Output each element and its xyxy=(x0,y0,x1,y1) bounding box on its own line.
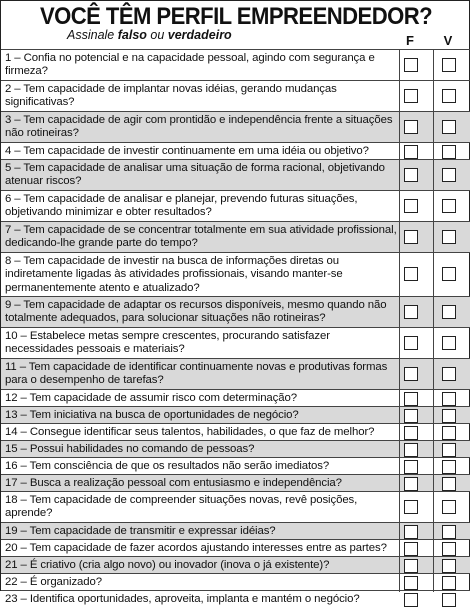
checkbox-falso[interactable] xyxy=(404,145,418,159)
checkbox-verdadeiro[interactable] xyxy=(442,460,456,474)
instructions-verdadeiro: verdadeiro xyxy=(167,28,232,42)
column-divider xyxy=(433,49,434,592)
checkbox-falso[interactable] xyxy=(404,392,418,406)
checkbox-falso[interactable] xyxy=(404,426,418,440)
checkbox-verdadeiro[interactable] xyxy=(442,576,456,590)
question-text: 21 – É criativo (cria algo novo) ou inovador (inova o já existente)? xyxy=(5,558,330,571)
question-row xyxy=(1,590,470,607)
checkbox-falso[interactable] xyxy=(404,336,418,350)
checkbox-verdadeiro[interactable] xyxy=(442,477,456,491)
checkbox-verdadeiro[interactable] xyxy=(442,525,456,539)
checkbox-verdadeiro[interactable] xyxy=(442,230,456,244)
checkbox-falso[interactable] xyxy=(404,525,418,539)
checkbox-verdadeiro[interactable] xyxy=(442,58,456,72)
checkbox-verdadeiro[interactable] xyxy=(442,443,456,457)
checkbox-falso[interactable] xyxy=(404,199,418,213)
checkbox-falso[interactable] xyxy=(404,168,418,182)
question-text: 19 – Tem capacidade de transmitir e expressar idéias? xyxy=(5,524,276,537)
checkbox-verdadeiro[interactable] xyxy=(442,120,456,134)
quiz-header xyxy=(1,1,470,49)
checkbox-verdadeiro[interactable] xyxy=(442,500,456,514)
checkbox-falso[interactable] xyxy=(404,58,418,72)
instructions xyxy=(67,27,232,43)
checkbox-falso[interactable] xyxy=(404,500,418,514)
instructions-falso: falso xyxy=(117,28,147,42)
checkbox-verdadeiro[interactable] xyxy=(442,542,456,556)
checkbox-falso[interactable] xyxy=(404,559,418,573)
question-text: 11 – Tem capacidade de identificar continuamente novas e produtivas formas para o desempenho de tarefas? xyxy=(5,361,388,387)
checkbox-verdadeiro[interactable] xyxy=(442,367,456,381)
question-text: 10 – Estabelece metas sempre crescentes, procurando satisfazer necessidades pessoais e materiais? xyxy=(5,330,330,356)
checkbox-verdadeiro[interactable] xyxy=(442,199,456,213)
checkbox-verdadeiro[interactable] xyxy=(442,305,456,319)
checkbox-falso[interactable] xyxy=(404,443,418,457)
column-header-f: F xyxy=(406,33,414,48)
question-text: 15 – Possui habilidades no comando de pessoas? xyxy=(5,442,255,455)
column-header-v: V xyxy=(443,33,453,48)
checkbox-verdadeiro[interactable] xyxy=(442,89,456,103)
checkbox-verdadeiro[interactable] xyxy=(442,426,456,440)
question-text: 3 – Tem capacidade de agir com prontidão e independência frente a situações não rotineiras? xyxy=(5,114,393,140)
checkbox-verdadeiro[interactable] xyxy=(442,593,456,607)
checkbox-verdadeiro[interactable] xyxy=(442,559,456,573)
question-text: 9 – Tem capacidade de adaptar os recursos disponíveis, mesmo quando não totalmente adequados, para solucionar situações não rotineiras? xyxy=(5,299,387,325)
instructions-middle: ou xyxy=(146,28,168,42)
checkbox-verdadeiro[interactable] xyxy=(442,392,456,406)
checkbox-falso[interactable] xyxy=(404,593,418,607)
checkbox-falso[interactable] xyxy=(404,576,418,590)
question-text: 8 – Tem capacidade de investir na busca de informações diretas ou indiretamente ligadas às atividades profissionais, visando manter-se permanentemente atento e atualizado? xyxy=(5,255,343,294)
checkbox-verdadeiro[interactable] xyxy=(442,267,456,281)
checkbox-falso[interactable] xyxy=(404,542,418,556)
page-title: VOCÊ TÊM PERFIL EMPREENDEDOR? xyxy=(39,3,433,30)
question-text: 7 – Tem capacidade de se concentrar totalmente em sua atividade profissional, dedicando-lhe grande parte do tempo? xyxy=(5,224,397,250)
question-text: 6 – Tem capacidade de analisar e planejar, prevendo futuras situações, objetivando minimizar e obter resultados? xyxy=(5,193,358,219)
question-text: 17 – Busca a realização pessoal com entusiasmo e independência? xyxy=(5,476,342,489)
checkbox-falso[interactable] xyxy=(404,409,418,423)
checkbox-falso[interactable] xyxy=(404,460,418,474)
question-text: 13 – Tem iniciativa na busca de oportunidades de negócio? xyxy=(5,408,299,421)
question-text: 2 – Tem capacidade de implantar novas idéias, gerando mudanças significativas? xyxy=(5,83,337,109)
question-text: 20 – Tem capacidade de fazer acordos ajustando interesses entre as partes? xyxy=(5,541,387,554)
checkbox-verdadeiro[interactable] xyxy=(442,336,456,350)
column-divider xyxy=(399,49,400,592)
checkbox-verdadeiro[interactable] xyxy=(442,168,456,182)
question-text: 1 – Confia no potencial e na capacidade pessoal, agindo com segurança e firmeza? xyxy=(5,52,375,78)
checkbox-falso[interactable] xyxy=(404,120,418,134)
question-text: 4 – Tem capacidade de investir continuamente em uma idéia ou objetivo? xyxy=(5,144,369,157)
instructions-prefix: Assinale xyxy=(67,28,118,42)
question-text: 22 – É organizado? xyxy=(5,575,102,588)
question-text: 14 – Consegue identificar seus talentos, habilidades, o que faz de melhor? xyxy=(5,425,375,438)
checkbox-verdadeiro[interactable] xyxy=(442,409,456,423)
checkbox-falso[interactable] xyxy=(404,477,418,491)
question-text: 16 – Tem consciência de que os resultados não serão imediatos? xyxy=(5,459,330,472)
checkbox-falso[interactable] xyxy=(404,89,418,103)
question-text: 18 – Tem capacidade de compreender situações novas, revê posições, aprende? xyxy=(5,494,358,520)
checkbox-verdadeiro[interactable] xyxy=(442,145,456,159)
question-text: 12 – Tem capacidade de assumir risco com determinação? xyxy=(5,391,297,404)
checkbox-falso[interactable] xyxy=(404,230,418,244)
checkbox-falso[interactable] xyxy=(404,305,418,319)
question-text: 5 – Tem capacidade de analisar uma situação de forma racional, objetivando atenuar riscos? xyxy=(5,162,385,188)
checkbox-falso[interactable] xyxy=(404,367,418,381)
checkbox-falso[interactable] xyxy=(404,267,418,281)
question-text: 23 – Identifica oportunidades, aproveita, implanta e mantém o negócio? xyxy=(5,592,360,605)
